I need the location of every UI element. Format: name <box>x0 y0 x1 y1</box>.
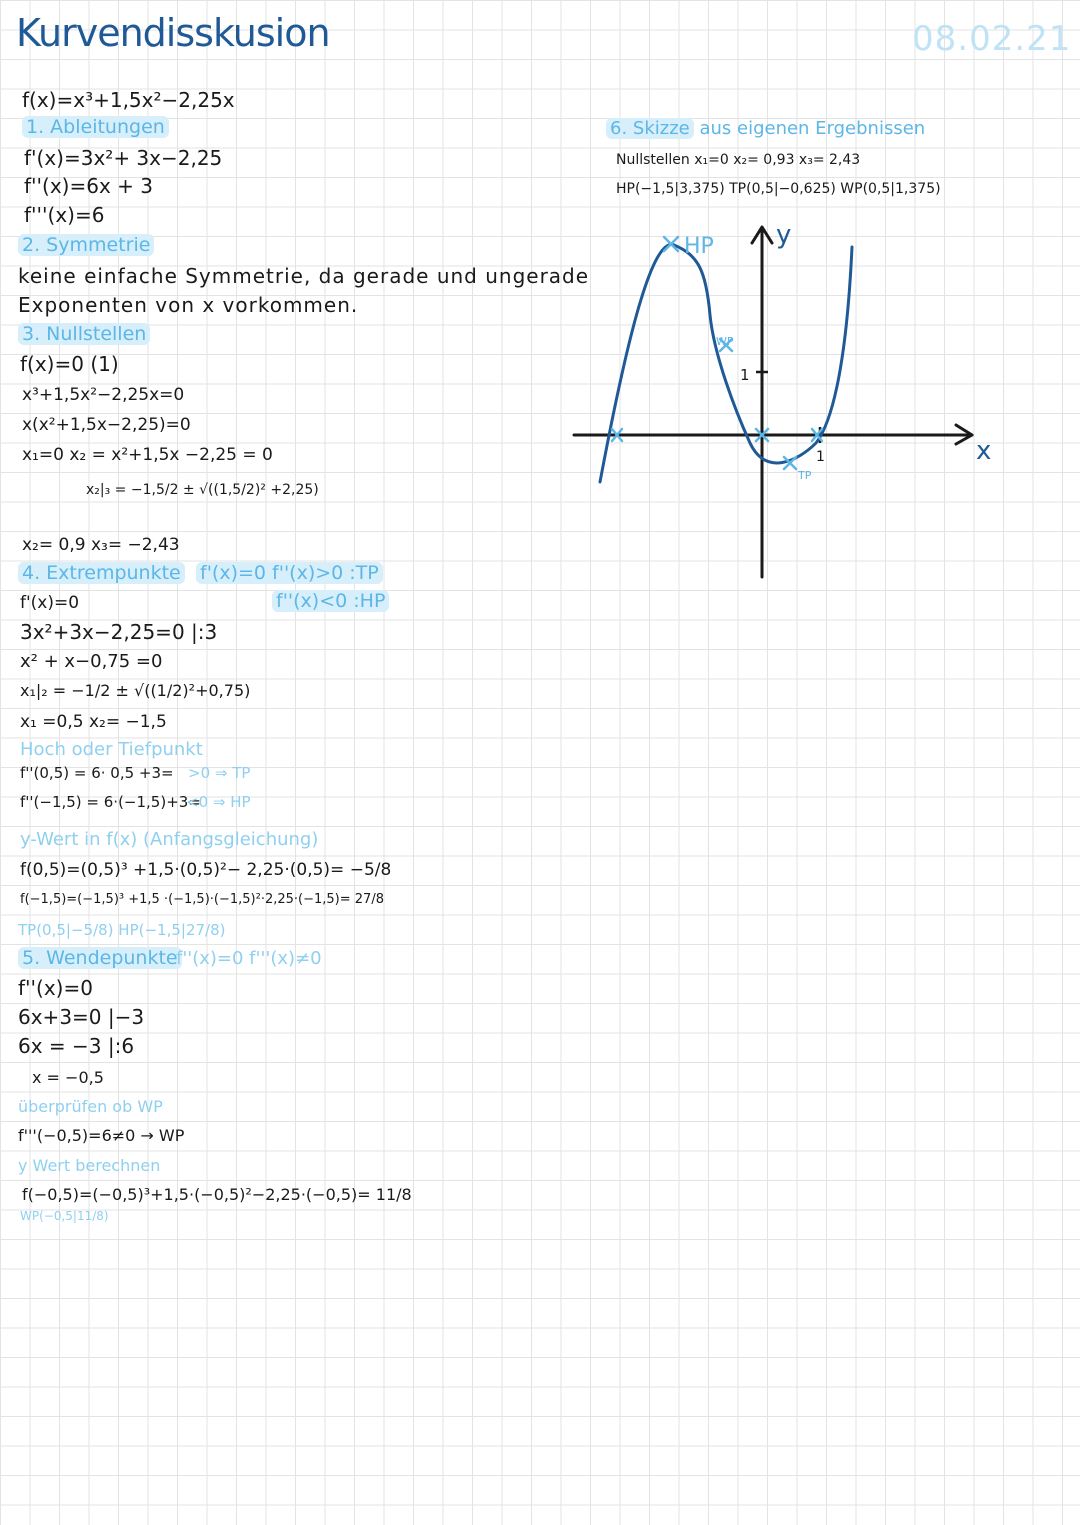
wp-label: WP <box>716 335 734 348</box>
page-date: 08.02.21 <box>912 19 1072 59</box>
inflection-line-5: f'''(−0,5)=6≠0 → WP <box>18 1126 185 1145</box>
extrema-line-2: 3x²+3x−2,25=0 |:3 <box>20 620 218 644</box>
symmetry-text-line-1: keine einfache Symmetrie, da gerade und ungerade <box>18 264 590 288</box>
extrema-line-1: f'(x)=0 <box>20 593 80 613</box>
hp-marker <box>664 237 678 251</box>
extrema-line-4: x₁|₂ = −1/2 ± √((1/2)²+0,75) <box>20 681 251 700</box>
inflection-sub-heading-2: y Wert berechnen <box>18 1156 161 1175</box>
section-5-heading-text: 5. Wendepunkte <box>18 947 182 969</box>
tp-label: TP <box>798 469 812 482</box>
zeros-line-2: x³+1,5x²−2,25x=0 <box>22 385 185 405</box>
extrema-condition-2-text: f''(x)<0 :HP <box>272 590 389 612</box>
extrema-sub-heading-1: Hoch oder Tiefpunkt <box>20 739 203 760</box>
section-3-heading <box>18 325 150 344</box>
zeros-line-3: x(x²+1,5x−2,25)=0 <box>22 415 191 435</box>
first-derivative: f'(x)=3x²+ 3x−2,25 <box>24 146 223 170</box>
y-axis-label: y <box>776 220 792 250</box>
section-6-heading-text: 6. Skizze <box>606 118 694 139</box>
hp-label: HP <box>684 234 714 259</box>
section-6-heading-rest: aus eigenen Ergebnissen <box>699 118 926 139</box>
zeros-line-6: x₂= 0,9 x₃= −2,43 <box>22 535 180 555</box>
section-4-heading-text: 4. Extrempunkte <box>18 562 185 584</box>
function-curve <box>600 244 852 482</box>
x-tick-label: 1 <box>816 449 825 465</box>
inflection-line-1: f''(x)=0 <box>18 976 93 1000</box>
extrema-condition-1 <box>196 564 383 583</box>
section-4-heading <box>18 564 185 583</box>
page-title: Kurvendisskusion <box>16 11 330 55</box>
extrema-condition-2 <box>272 592 389 611</box>
section-3-heading-text: 3. Nullstellen <box>18 323 150 345</box>
extrema-condition-1-text: f'(x)=0 f''(x)>0 :TP <box>196 562 383 584</box>
function-sketch <box>560 215 1020 595</box>
inflection-line-6: f(−0,5)=(−0,5)³+1,5·(−0,5)²−2,25·(−0,5)= 11/8 <box>22 1185 412 1204</box>
extrema-line-9: f(−1,5)=(−1,5)³ +1,5 ·(−1,5)·(−1,5)²·2,25·(−1,5)= 27/8 <box>20 892 384 907</box>
extrema-line-3: x² + x−0,75 =0 <box>20 651 163 672</box>
section-2-heading-text: 2. Symmetrie <box>18 234 154 256</box>
x-axis-label: x <box>976 436 992 466</box>
sketch-points: HP(−1,5|3,375) TP(0,5|−0,625) WP(0,5|1,375) <box>616 181 941 197</box>
zeros-line-5: x₂|₃ = −1,5/2 ± √((1,5/2)² +2,25) <box>86 482 319 498</box>
inflection-line-4: x = −0,5 <box>32 1068 104 1087</box>
section-1-heading <box>22 118 169 137</box>
inflection-line-3: 6x = −3 |:6 <box>18 1034 135 1058</box>
inflection-point: WP(−0,5|11/8) <box>20 1209 109 1223</box>
extrema-line-7-result: <0 ⇒ HP <box>186 793 251 811</box>
extrema-line-5: x₁ =0,5 x₂= −1,5 <box>20 712 167 732</box>
extrema-line-8: f(0,5)=(0,5)³ +1,5·(0,5)²− 2,25·(0,5)= −5/8 <box>20 860 392 880</box>
inflection-sub-heading-1: überprüfen ob WP <box>18 1097 163 1116</box>
third-derivative: f'''(x)=6 <box>24 203 105 227</box>
section-5-heading <box>18 949 182 968</box>
symmetry-text-line-2: Exponenten von x vorkommen. <box>18 293 359 317</box>
y-tick-label: 1 <box>740 366 750 384</box>
inflection-condition: f''(x)=0 f'''(x)≠0 <box>176 948 322 969</box>
inflection-line-2: 6x+3=0 |−3 <box>18 1005 145 1029</box>
section-2-heading <box>18 236 154 255</box>
extrema-sub-heading-2: y-Wert in f(x) (Anfangsgleichung) <box>20 829 319 850</box>
section-6-heading <box>606 120 925 138</box>
sketch-zeros: Nullstellen x₁=0 x₂= 0,93 x₃= 2,43 <box>616 152 861 168</box>
zeros-line-4: x₁=0 x₂ = x²+1,5x −2,25 = 0 <box>22 445 273 465</box>
extrema-line-6-result: >0 ⇒ TP <box>188 764 251 782</box>
section-1-heading-text: 1. Ableitungen <box>22 116 169 138</box>
extrema-line-7: f''(−1,5) = 6·(−1,5)+3= <box>20 793 201 811</box>
function-definition: f(x)=x³+1,5x²−2,25x <box>22 88 235 112</box>
extrema-line-6: f''(0,5) = 6· 0,5 +3= <box>20 764 174 782</box>
zeros-line-1: f(x)=0 (1) <box>20 352 119 376</box>
extrema-points: TP(0,5|−5/8) HP(−1,5|27/8) <box>18 921 226 939</box>
second-derivative: f''(x)=6x + 3 <box>24 174 153 198</box>
